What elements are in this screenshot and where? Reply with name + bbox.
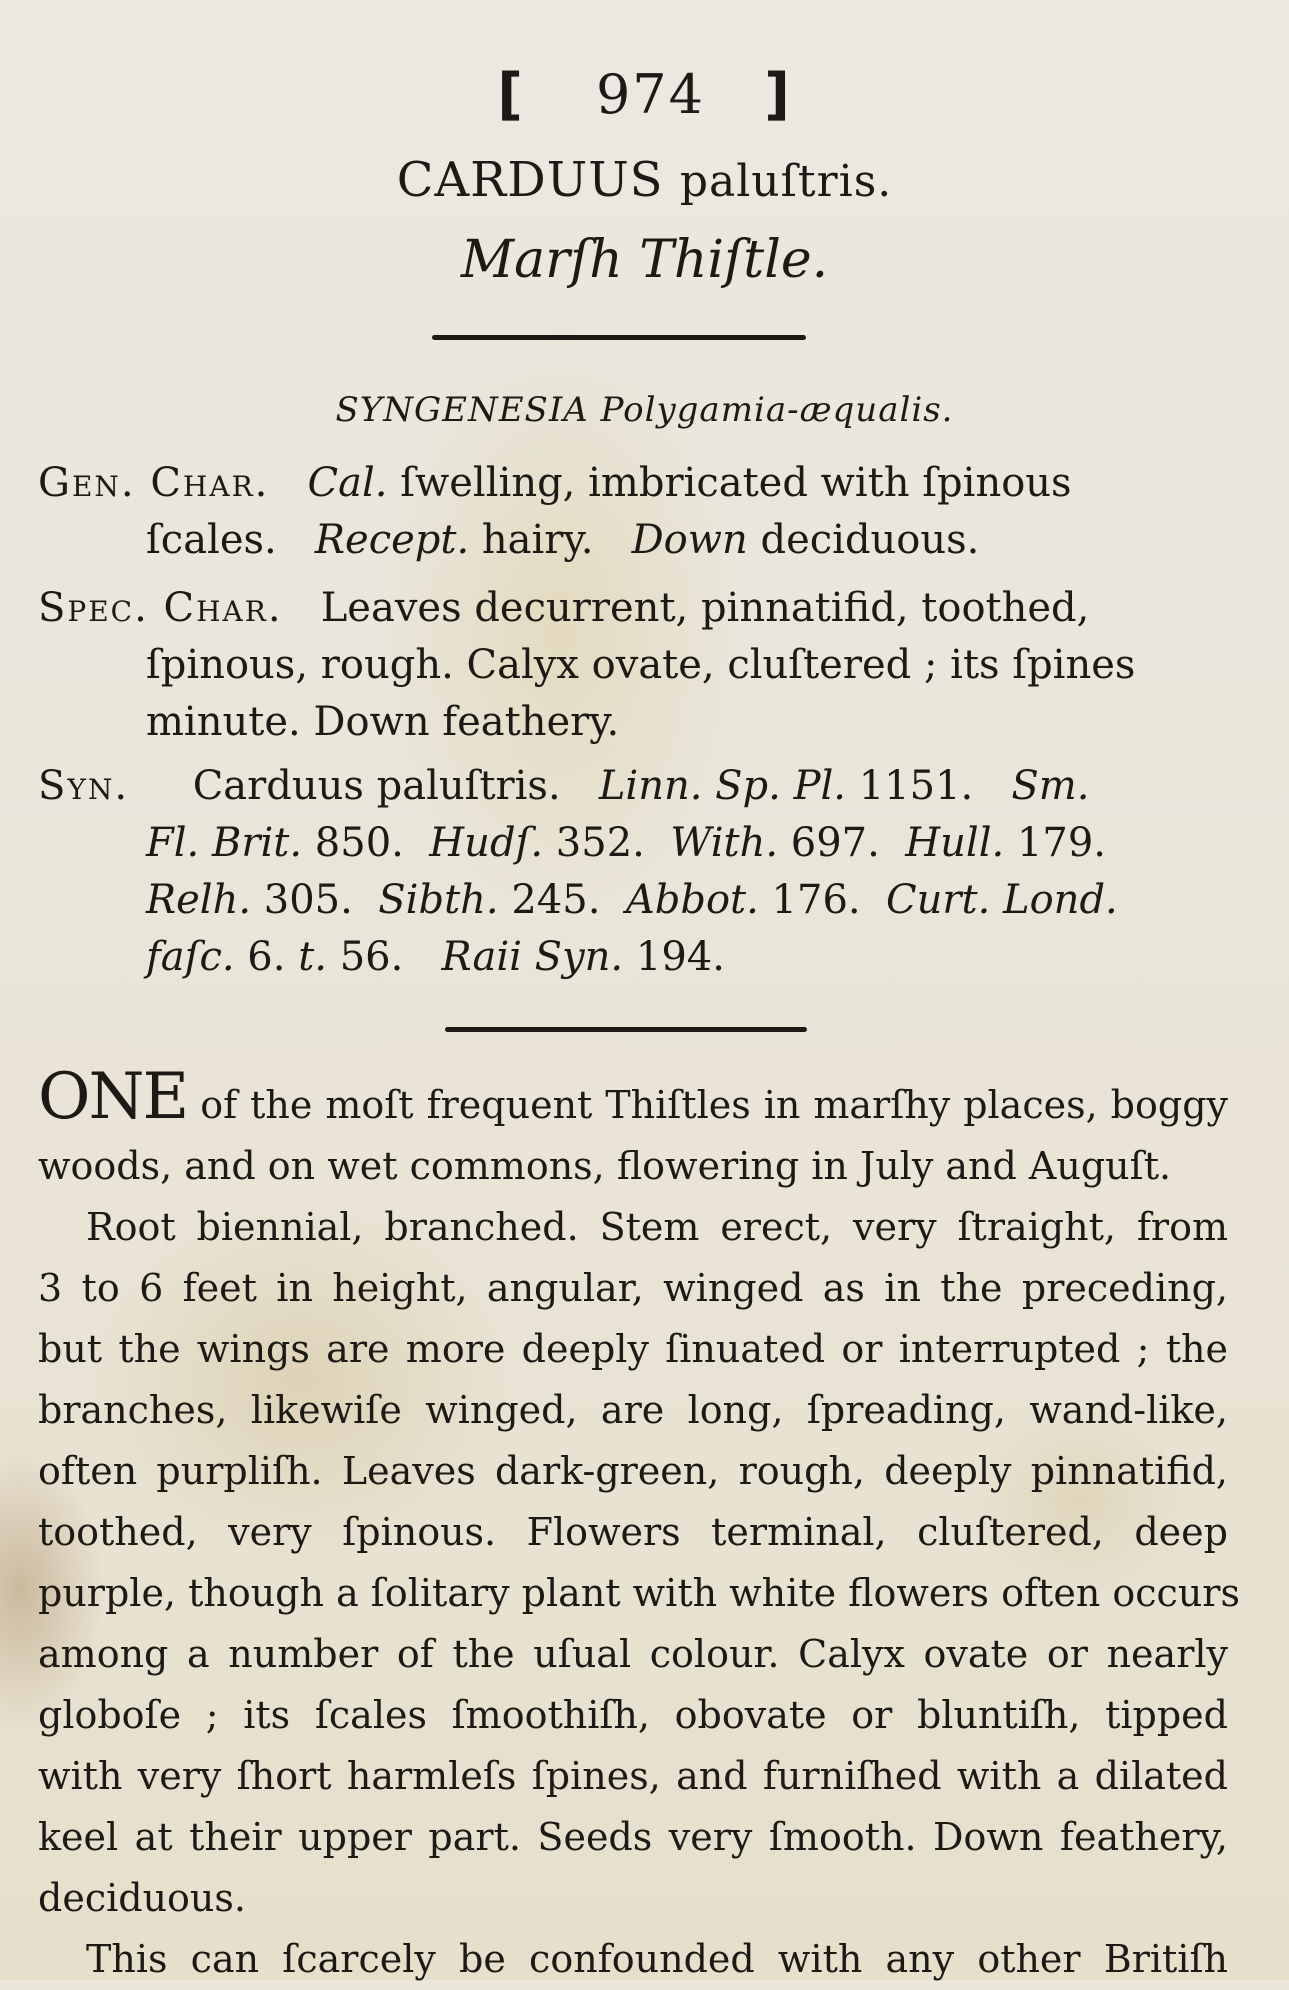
- syn-fl-brit-page: 850.: [314, 820, 404, 866]
- body-line: toothed, very ſpinous. Flowers terminal, cluſtered, deep: [38, 1510, 1228, 1554]
- syn-fasc: faſc.: [146, 934, 235, 980]
- spec-char-text1: Leaves decurrent, pinnatifid, toothed,: [320, 585, 1090, 631]
- syn-t: t.: [298, 934, 327, 980]
- body-line: branches, likewiſe winged, are long, ſpreading, wand-like,: [38, 1388, 1228, 1432]
- body-line: 3 to 6 feet in height, angular, winged as in the preceding,: [38, 1266, 1228, 1310]
- body-line: often purpliſh. Leaves dark-green, rough, deeply pinnatifid,: [38, 1449, 1228, 1493]
- body-line: [38, 1060, 1228, 1136]
- body-line: deciduous.: [38, 1876, 246, 1920]
- syn-sm: Sm.: [1011, 763, 1090, 809]
- syn-curt-lond: Curt. Lond.: [886, 877, 1118, 923]
- bracket-close: ]: [764, 62, 792, 127]
- gen-char-cal-text: ſwelling, imbricated with ſpinous: [400, 460, 1072, 506]
- spec-char-label: Spec. Char.: [38, 585, 283, 631]
- syn-raii: Raii Syn.: [441, 934, 624, 980]
- body-line: with very ſhort harmleſs ſpines, and furniſhed with a dilated: [38, 1754, 1228, 1798]
- linnaean-class: SYNGENESIA Polygamia-æqualis.: [335, 390, 954, 430]
- spec-char-line1: [38, 585, 1089, 631]
- syn-label: Syn.: [38, 763, 130, 809]
- syn-line2: [38, 815, 1218, 872]
- body-line: globoſe ; its ſcales ſmoothiſh, obovate or bluntiſh, tipped: [38, 1693, 1228, 1737]
- synonymy-entry: [38, 758, 1218, 986]
- gen-char-line1: [38, 460, 1072, 506]
- gen-char-down: Down: [631, 517, 748, 563]
- body-line: keel at their upper part. Seeds very ſmooth. Down feathery,: [38, 1815, 1228, 1859]
- syn-raii-page: 194.: [635, 934, 725, 980]
- spec-char-entry: [38, 580, 1218, 751]
- common-name: Marſh Thiſtle.: [460, 230, 829, 290]
- syn-t-num: 56.: [339, 934, 404, 980]
- drop-cap: ONE: [38, 1060, 188, 1134]
- gen-char-recept: Recept.: [314, 517, 470, 563]
- syn-abbot: Abbot.: [625, 877, 759, 923]
- syn-relh-page: 305.: [263, 877, 353, 923]
- body-line: woods, and on wet commons, flowering in July and Auguſt.: [38, 1144, 1172, 1188]
- description-text: [38, 1060, 1240, 1990]
- syn-hull: Hull.: [905, 820, 1005, 866]
- body-line: among a number of the uſual colour. Calyx ovate or nearly: [38, 1632, 1228, 1676]
- syn-line4: [38, 929, 1218, 986]
- species-title: [0, 152, 1289, 208]
- gen-char-cal: Cal.: [307, 460, 388, 506]
- gen-char-entry: [38, 455, 1218, 569]
- syn-relh: Relh.: [146, 877, 252, 923]
- syn-carduus: Carduus paluſtris.: [192, 763, 561, 809]
- syn-sibth: Sibth.: [378, 877, 499, 923]
- section-rule: [445, 1027, 807, 1032]
- gen-char-scales: ſcales.: [146, 517, 277, 563]
- spec-char-line2: ſpinous, rough. Calyx ovate, cluſtered ; its ſpines: [146, 642, 1136, 688]
- syn-sibth-page: 245.: [511, 877, 601, 923]
- gen-char-line2: [38, 512, 1218, 569]
- spec-char-line3: minute. Down feathery.: [146, 699, 620, 745]
- syn-fasc-num: 6.: [247, 934, 286, 980]
- syn-hull-page: 179.: [1016, 820, 1107, 866]
- syn-linn-page: 1151.: [858, 763, 974, 809]
- bracket-open: [: [497, 62, 525, 127]
- page-number: 974: [595, 63, 706, 126]
- body-line: This can ſcarcely be confounded with any other Britiſh: [86, 1937, 1228, 1981]
- body-line: Root biennial, branched. Stem erect, very ſtraight, from: [86, 1205, 1228, 1249]
- syn-line3: [38, 872, 1218, 929]
- body-line-text: of the moſt frequent Thiſtles in marſhy places, boggy: [200, 1083, 1228, 1127]
- syn-with-page: 697.: [790, 820, 880, 866]
- gen-char-label: Gen. Char.: [38, 460, 270, 506]
- syn-huds-page: 352.: [555, 820, 645, 866]
- gen-char-hairy: hairy.: [481, 517, 594, 563]
- syn-fl-brit: Fl. Brit.: [146, 820, 303, 866]
- page-number-line: [0, 62, 1289, 127]
- syn-line1: [38, 763, 1089, 809]
- syn-linn: Linn. Sp. Pl.: [598, 763, 847, 809]
- syn-with: With.: [670, 820, 779, 866]
- species-epithet: paluſtris.: [679, 156, 893, 207]
- gen-char-deciduous: deciduous.: [760, 517, 980, 563]
- body-line: but the wings are more deeply ſinuated or interrupted ; the: [38, 1327, 1228, 1371]
- genus-name: CARDUUS: [396, 152, 664, 208]
- syn-huds: Hudſ.: [429, 820, 544, 866]
- syn-abbot-page: 176.: [771, 877, 861, 923]
- title-rule: [432, 335, 806, 340]
- body-line: purple, though a ſolitary plant with white flowers often occurs: [38, 1571, 1240, 1615]
